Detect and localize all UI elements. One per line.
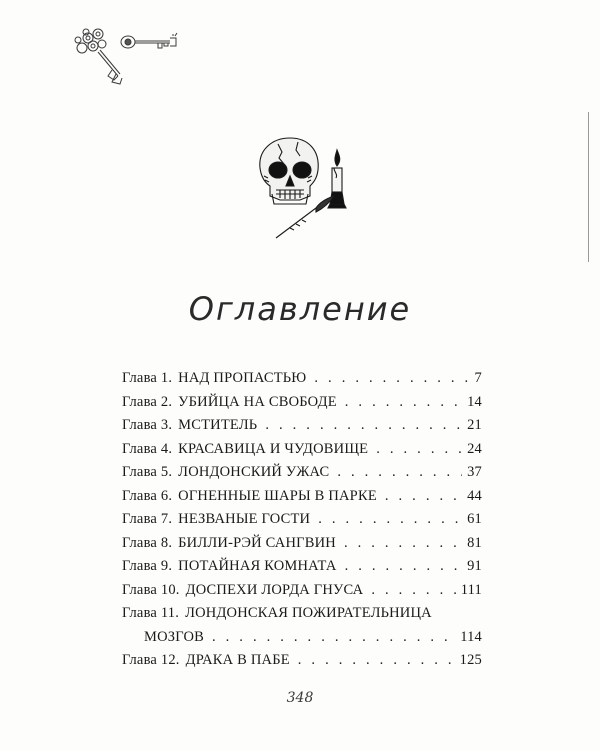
chapter-page: 81: [467, 534, 482, 551]
chapter-title: НАД ПРОПАСТЬЮ: [178, 370, 307, 386]
dot-leader: [337, 464, 462, 481]
dot-leader: [318, 511, 462, 528]
page-title: Оглавление: [188, 290, 412, 328]
dot-leader: [265, 417, 462, 434]
toc-entry: [122, 582, 482, 606]
dot-leader: [376, 441, 462, 458]
toc-entry: [122, 488, 482, 512]
dot-leader: [314, 370, 469, 387]
chapter-title: УБИЙЦА НА СВОБОДЕ: [178, 393, 337, 410]
skull-candle-illustration: [250, 130, 362, 242]
chapter-number: Глава 6.: [122, 487, 173, 504]
dot-leader: [344, 535, 462, 552]
chapter-number: Глава 8.: [122, 534, 173, 551]
chapter-title: НЕЗВАНЫЕ ГОСТИ: [178, 511, 311, 527]
chapter-page: 21: [467, 417, 482, 433]
chapter-page: 44: [467, 487, 482, 504]
chapter-number: Глава 12.: [122, 652, 180, 668]
page-edge-mark: [588, 112, 589, 262]
chapter-page: 37: [467, 464, 482, 480]
toc-entry: [122, 464, 482, 488]
chapter-number: Глава 2.: [122, 393, 173, 410]
toc-entry: [122, 535, 482, 559]
dot-leader: [298, 652, 455, 669]
chapter-page: 61: [467, 511, 482, 527]
chapter-title: ДРАКА В ПАБЕ: [185, 652, 290, 668]
chapter-page: 24: [467, 440, 482, 457]
chapter-page: 114: [460, 628, 482, 645]
chapter-title-continued: МОЗГОВ: [144, 628, 204, 645]
dot-leader: [345, 394, 462, 411]
dot-leader: [212, 629, 455, 646]
chapter-number: Глава 5.: [122, 464, 173, 480]
chapter-number: Глава 9.: [122, 558, 173, 574]
chapter-page: 14: [467, 393, 482, 410]
chapter-title: МСТИТЕЛЬ: [178, 417, 258, 433]
chapter-title: ОГНЕННЫЕ ШАРЫ В ПАРКЕ: [178, 487, 377, 504]
chapter-number: Глава 3.: [122, 417, 173, 433]
dot-leader: [371, 582, 455, 599]
toc-entry: [122, 394, 482, 418]
keys-illustration: [72, 22, 184, 90]
chapter-page: 111: [460, 581, 482, 598]
toc-entry: [122, 511, 482, 535]
chapter-title: ДОСПЕХИ ЛОРДА ГНУСА: [185, 581, 364, 598]
page-number: 348: [286, 690, 314, 706]
chapter-page: 7: [474, 370, 482, 386]
chapter-number: Глава 7.: [122, 511, 173, 527]
chapter-page: 91: [467, 558, 482, 574]
toc-entry: [122, 370, 482, 394]
chapter-title: КРАСАВИЦА И ЧУДОВИЩЕ: [178, 440, 369, 457]
chapter-title: БИЛЛИ-РЭЙ САНГВИН: [178, 534, 336, 551]
dot-leader: [345, 558, 463, 575]
chapter-number: Глава 10.: [122, 581, 180, 598]
toc-entry: [122, 652, 482, 676]
chapter-number: Глава 4.: [122, 440, 173, 457]
chapter-page: 125: [459, 652, 482, 668]
table-of-contents: [122, 370, 482, 676]
chapter-title: ЛОНДОНСКАЯ ПОЖИРАТЕЛЬНИЦА: [185, 605, 432, 621]
toc-entry: [122, 605, 482, 652]
chapter-title: ПОТАЙНАЯ КОМНАТА: [178, 558, 337, 574]
chapter-number: Глава 11.: [122, 605, 180, 621]
toc-entry: [122, 558, 482, 582]
chapter-number: Глава 1.: [122, 370, 173, 386]
toc-entry: [122, 441, 482, 465]
dot-leader: [385, 488, 462, 505]
toc-entry: [122, 417, 482, 441]
chapter-title: ЛОНДОНСКИЙ УЖАС: [178, 464, 330, 480]
